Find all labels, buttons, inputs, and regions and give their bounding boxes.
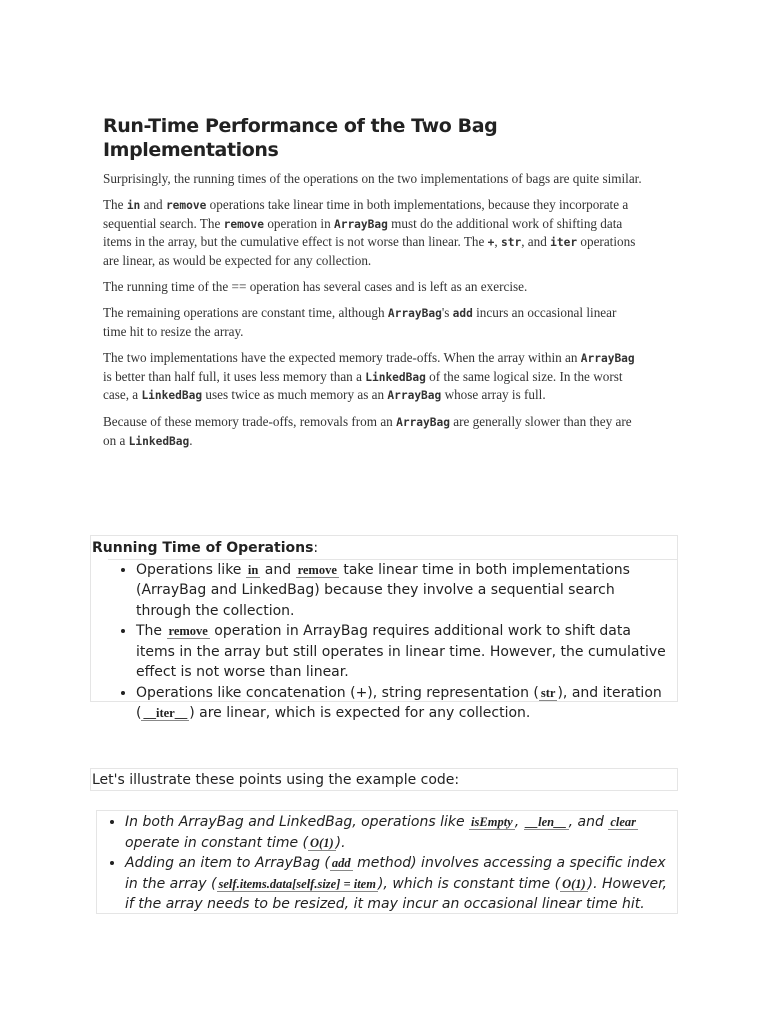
paragraph-3: The running time of the == operation has several cases and is left as an exercise. bbox=[103, 279, 528, 295]
running-time-notes bbox=[90, 535, 678, 721]
section-title: Run-Time Performance of the Two Bag Implementations bbox=[103, 115, 498, 161]
paragraph-1: Surprisingly, the running times of the operations on the two implementations of bags are quite similar. bbox=[103, 171, 642, 186]
list-item: • Adding an item to ArrayBag ( add method) involves accessing a specific index in the array ( self.items.data[self.size] = item ), which is constant time ( O(1) ). However, if the array needs to be resized, it may incur an occasional linear time hit. bbox=[125, 853, 671, 915]
paragraph-6: Because of these memory trade-offs, removals from an ArrayBag are generally slower than they are on a LinkedBag. bbox=[103, 414, 632, 448]
illustrate-note: Let's illustrate these points using the example code: bbox=[90, 768, 678, 791]
list-item: • Operations like concatenation (+), string representation ( str ), and iteration ( __iter__ ) are linear, which is expected for any collection. bbox=[136, 683, 667, 724]
paragraph-2: The in and remove operations take linear time in both implementations, because they incorporate a sequential search. The remove operation in ArrayBag must do the additional work of shifting data items in the array, but the cumulative effect is not worse than linear. The +, str, and iter operations are linear, as would be expected for any collection. bbox=[103, 197, 636, 268]
example-notes bbox=[96, 810, 678, 914]
list-item: • In both ArrayBag and LinkedBag, operations like isEmpty , __len__ , and clear operate in constant time ( O(1) ). bbox=[125, 812, 671, 853]
book-excerpt bbox=[103, 114, 643, 459]
notes-heading: Running Time of Operations: bbox=[92, 540, 319, 556]
list-item: • The remove operation in ArrayBag requires additional work to shift data items in the array but still operates in linear time. However, the cumulative effect is not worse than linear. bbox=[136, 621, 667, 683]
list-item: • Operations like in and remove take linear time in both implementations (ArrayBag and LinkedBag) because they involve a sequential search through the collection. bbox=[136, 560, 667, 622]
paragraph-4: The remaining operations are constant time, although ArrayBag's add incurs an occasional linear time hit to resize the array. bbox=[103, 305, 617, 339]
paragraph-5: The two implementations have the expected memory trade-offs. When the array within an ArrayBag is better than half full, it uses less memory than a LinkedBag of the same logical size. In the worst case, a LinkedBag uses twice as much memory as an ArrayBag whose array is full. bbox=[103, 350, 635, 403]
notes-list bbox=[91, 560, 677, 724]
examples-list bbox=[97, 811, 677, 915]
